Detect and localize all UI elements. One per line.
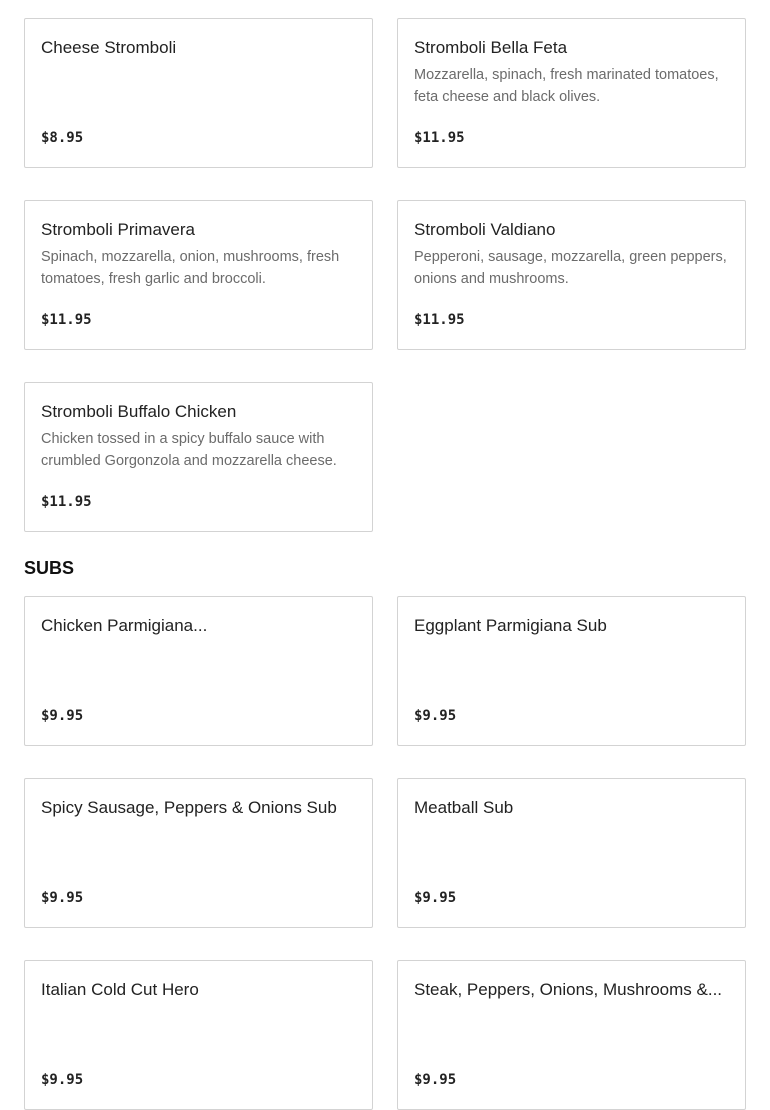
menu-item-price: $11.95 xyxy=(414,312,465,328)
menu-item-name: Chicken Parmigiana... xyxy=(41,616,208,635)
menu-item-card[interactable] xyxy=(24,960,373,1110)
menu-item-price: $9.95 xyxy=(414,1072,457,1088)
subs-grid xyxy=(24,596,746,1110)
menu-item-card[interactable] xyxy=(397,200,746,350)
menu-item-description: Pepperoni, sausage, mozzarella, green peppers, onions and mushrooms. xyxy=(414,249,727,287)
menu-item-card[interactable] xyxy=(397,778,746,928)
menu-item-price: $11.95 xyxy=(41,312,92,328)
menu-item-price: $9.95 xyxy=(41,1072,84,1088)
menu-item-price: $9.95 xyxy=(414,708,457,724)
menu-item-name: Stromboli Buffalo Chicken xyxy=(41,402,237,421)
menu-item-card[interactable] xyxy=(397,960,746,1110)
menu-item-name: Stromboli Primavera xyxy=(41,220,195,239)
menu-item-card[interactable] xyxy=(397,596,746,746)
menu-item-description: Chicken tossed in a spicy buffalo sauce with crumbled Gorgonzola and mozzarella cheese. xyxy=(41,431,337,469)
menu-item-name: Steak, Peppers, Onions, Mushrooms &... xyxy=(414,980,723,999)
menu-item-card[interactable] xyxy=(24,596,373,746)
menu-item-card[interactable] xyxy=(397,18,746,168)
section-title-subs: SUBS xyxy=(24,558,75,578)
menu-item-description: Spinach, mozzarella, onion, mushrooms, fresh tomatoes, fresh garlic and broccoli. xyxy=(41,249,340,287)
menu-item-price: $8.95 xyxy=(41,130,84,146)
menu-item-name: Eggplant Parmigiana Sub xyxy=(414,616,607,635)
menu-item-name: Italian Cold Cut Hero xyxy=(41,980,199,999)
menu-item-name: Meatball Sub xyxy=(414,798,514,817)
menu-item-price: $9.95 xyxy=(41,708,84,724)
menu-list xyxy=(24,18,746,1110)
menu-item-card[interactable] xyxy=(24,382,373,532)
menu-item-name: Cheese Stromboli xyxy=(41,38,177,57)
menu-item-price: $9.95 xyxy=(414,890,457,906)
menu-item-name: Spicy Sausage, Peppers & Onions Sub xyxy=(41,798,337,817)
menu-item-price: $11.95 xyxy=(41,494,92,510)
menu-item-card[interactable] xyxy=(24,200,373,350)
menu-item-card[interactable] xyxy=(24,18,373,168)
menu-item-price: $11.95 xyxy=(414,130,465,146)
menu-item-name: Stromboli Valdiano xyxy=(414,220,556,239)
menu-item-name: Stromboli Bella Feta xyxy=(414,38,568,57)
menu-item-card[interactable] xyxy=(24,778,373,928)
menu-item-price: $9.95 xyxy=(41,890,84,906)
menu-item-description: Mozzarella, spinach, fresh marinated tomatoes, feta cheese and black olives. xyxy=(414,67,719,105)
stromboli-grid xyxy=(24,18,746,532)
